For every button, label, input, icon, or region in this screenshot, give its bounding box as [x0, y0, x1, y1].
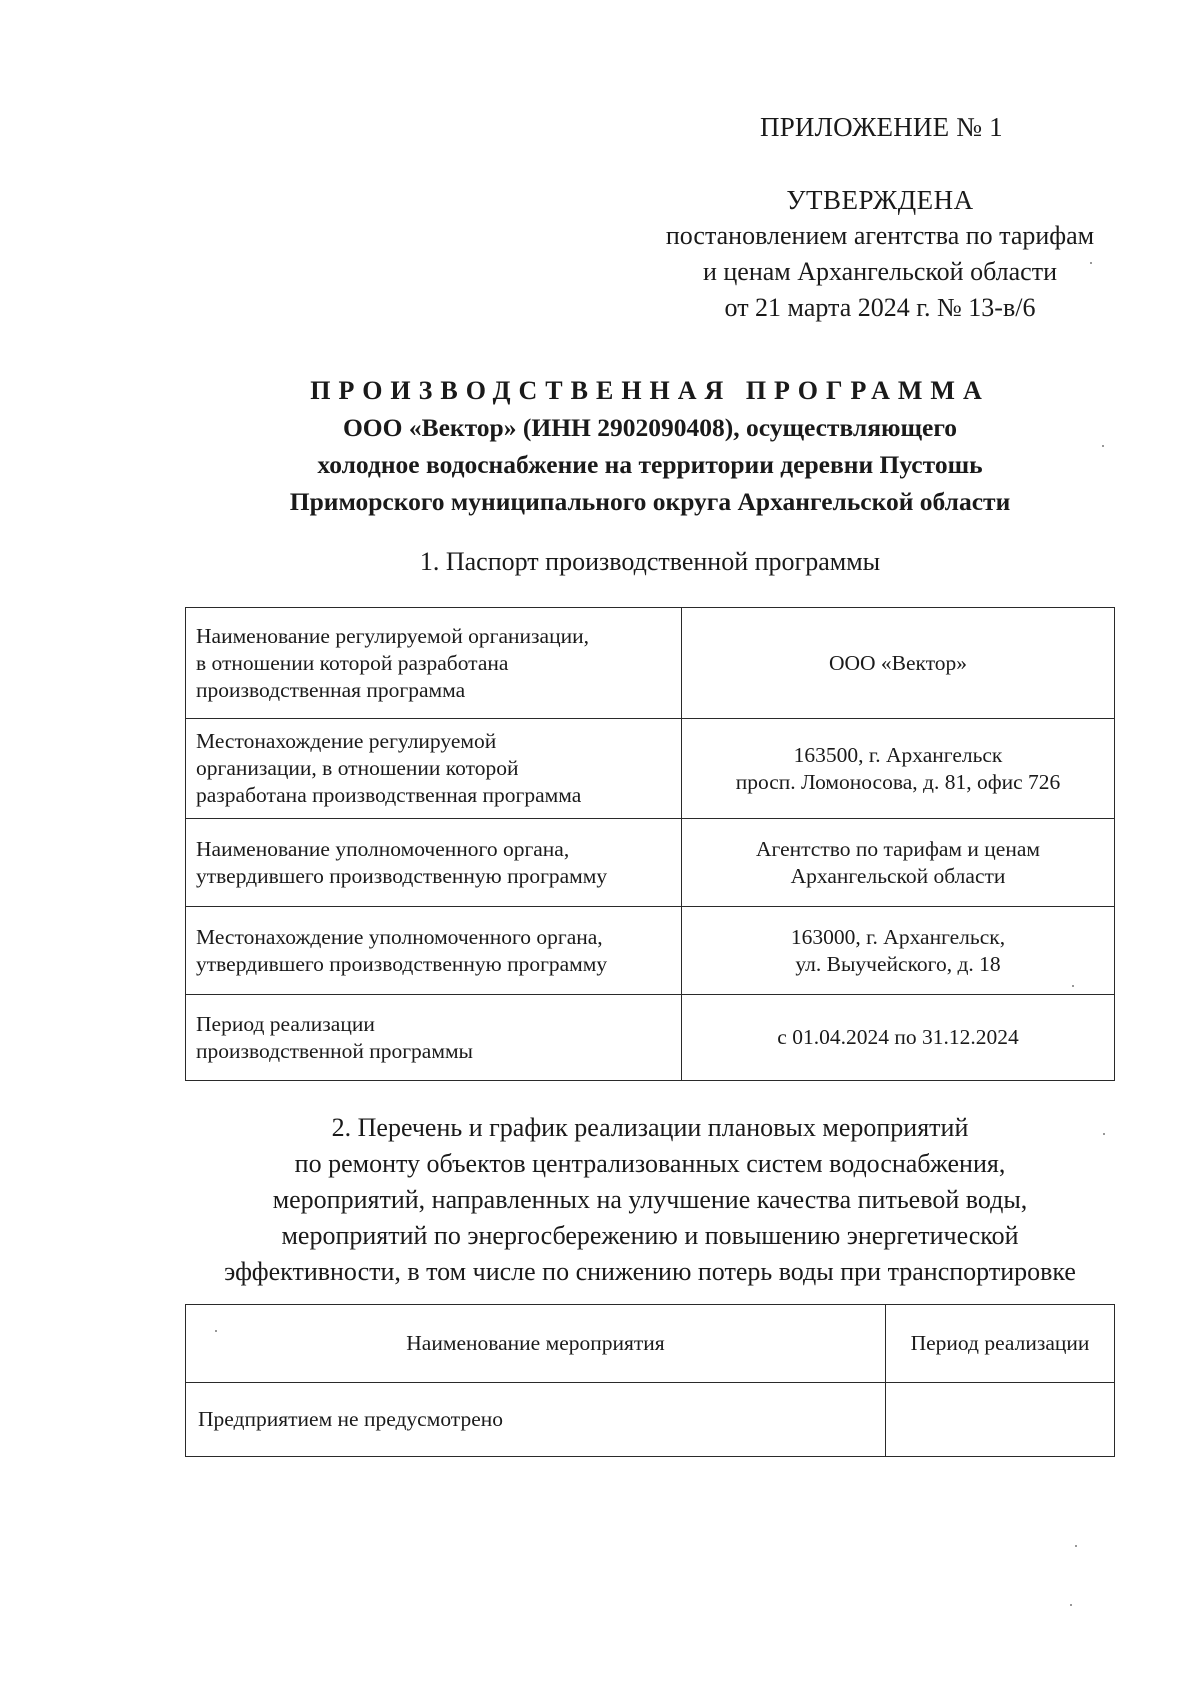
passport-label-line: производственная программа [196, 677, 466, 702]
scan-speck [1070, 1604, 1072, 1606]
passport-row [186, 719, 1115, 819]
passport-value-cell [682, 819, 1115, 907]
passport-label-line: Период реализации [196, 1011, 375, 1036]
passport-value-line: Агентство по тарифам и ценам [756, 836, 1040, 861]
events-col-period-header: Период реализации [886, 1305, 1115, 1383]
section-2-heading-line: мероприятий по энергосбережению и повышению энергетической [281, 1221, 1019, 1250]
passport-label-line: утвердившего производственную программу [196, 951, 608, 976]
passport-value-line: 163500, г. Архангельск [793, 742, 1003, 767]
section-2-heading-line: 2. Перечень и график реализации плановых мероприятий [331, 1113, 969, 1142]
passport-value-cell [682, 608, 1115, 719]
passport-label-line: утвердившего производственную программу [196, 863, 608, 888]
passport-label-cell [186, 907, 682, 995]
passport-row [186, 608, 1115, 719]
program-title-line-1: ПРОИЗВОДСТВЕННАЯ ПРОГРАММА [310, 376, 990, 405]
approval-line-2: и ценам Архангельской области [702, 257, 1058, 286]
passport-label-line: Наименование регулируемой организации, [196, 623, 589, 648]
passport-row [186, 995, 1115, 1081]
events-header-row [186, 1305, 1115, 1383]
scan-speck [1090, 262, 1092, 264]
events-col-name-header: Наименование мероприятия [186, 1305, 886, 1383]
passport-label-cell [186, 819, 682, 907]
program-title-line-4: Приморского муниципального округа Архангельской области [289, 487, 1011, 516]
program-title [150, 372, 1150, 520]
passport-label-line: Местонахождение регулируемой [196, 729, 497, 753]
appendix-label: ПРИЛОЖЕНИЕ № 1 [760, 112, 1003, 142]
approved-label: УТВЕРЖДЕНА [786, 185, 974, 215]
scan-speck [215, 1330, 217, 1332]
approval-block [640, 182, 1120, 326]
program-title-line-3: холодное водоснабжение на территории деревни Пустошь [317, 450, 983, 479]
passport-value-cell [682, 995, 1115, 1081]
scan-speck [1075, 1545, 1077, 1547]
passport-label-line: Местонахождение уполномоченного органа, [196, 924, 603, 949]
approval-line-3: от 21 марта 2024 г. № 13-в/6 [724, 293, 1036, 322]
events-period-cell [886, 1383, 1115, 1457]
passport-value-line: с 01.04.2024 по 31.12.2024 [777, 1025, 1019, 1049]
passport-label-line: организации, в отношении которой [196, 756, 519, 780]
section-2-heading-line: по ремонту объектов централизованных систем водоснабжения, [294, 1149, 1006, 1178]
section-1-heading: 1. Паспорт производственной программы [419, 547, 881, 576]
scan-speck [1072, 985, 1074, 987]
passport-value-cell [682, 907, 1115, 995]
passport-value-line: ООО «Вектор» [828, 650, 968, 675]
program-title-line-2: ООО «Вектор» (ИНН 2902090408), осуществляющего [342, 413, 958, 442]
section-2-heading-line: эффективности, в том числе по снижению потерь воды при транспортировке [224, 1257, 1076, 1286]
passport-label-line: в отношении которой разработана [196, 650, 509, 675]
passport-value-cell [682, 719, 1115, 819]
scan-speck [1102, 445, 1104, 447]
passport-value-line: 163000, г. Архангельск, [790, 924, 1006, 949]
passport-label-line: Наименование уполномоченного органа, [196, 836, 570, 861]
passport-value-line: просп. Ломоносова, д. 81, офис 726 [735, 769, 1061, 794]
passport-label-line: производственной программы [196, 1038, 474, 1063]
passport-row [186, 819, 1115, 907]
passport-value-line: Архангельской области [790, 863, 1006, 888]
passport-label-cell [186, 995, 682, 1081]
events-name-cell: Предприятием не предусмотрено [186, 1383, 886, 1457]
passport-table [185, 607, 1115, 1081]
passport-label-cell [186, 719, 682, 819]
scan-speck [1103, 1133, 1105, 1135]
section-2-heading [150, 1110, 1150, 1290]
passport-label-line: разработана производственная программа [196, 783, 582, 807]
events-table [185, 1304, 1115, 1457]
approval-line-1: постановлением агентства по тарифам [665, 221, 1095, 250]
passport-row [186, 907, 1115, 995]
passport-value-line: ул. Выучейского, д. 18 [795, 951, 1001, 976]
passport-label-cell [186, 608, 682, 719]
events-row [186, 1383, 1115, 1457]
section-2-heading-line: мероприятий, направленных на улучшение качества питьевой воды, [272, 1185, 1028, 1214]
